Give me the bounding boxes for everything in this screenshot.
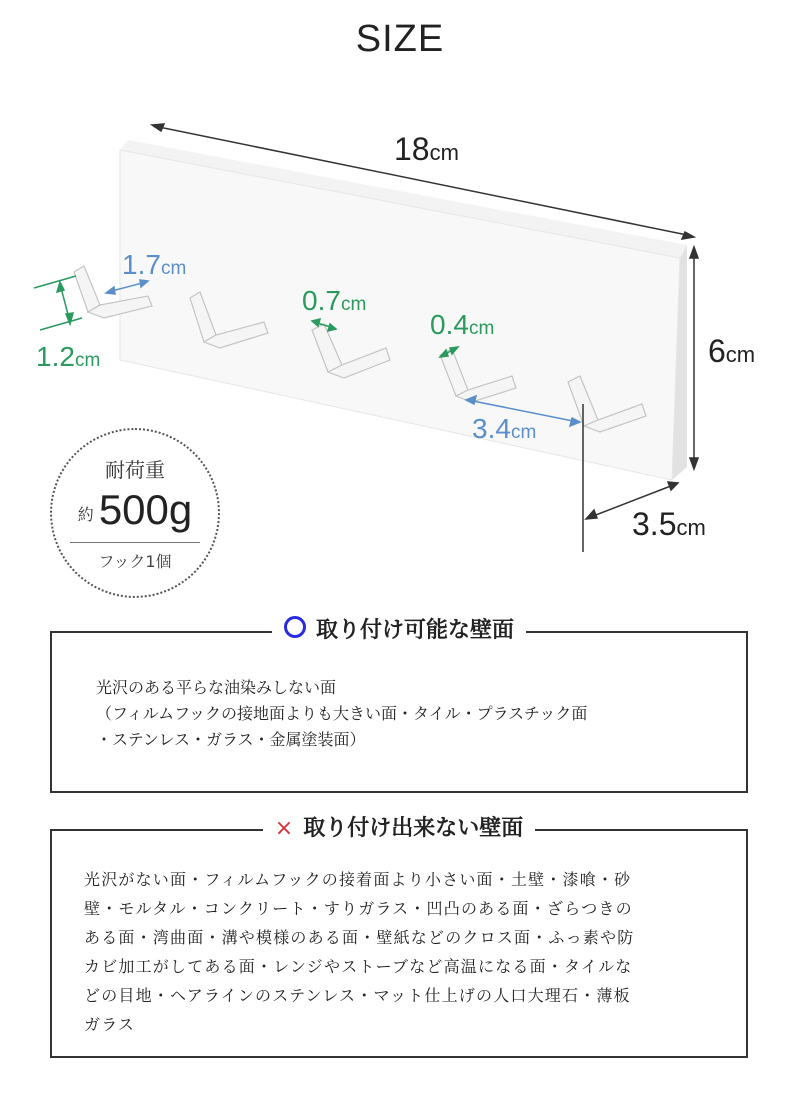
depth-label: 3.5cm xyxy=(632,506,706,542)
cross-ng-icon: × xyxy=(274,816,294,841)
unmountable-line: 光沢がない面・フィルムフックの接着面より小さい面・土壁・漆喰・砂 xyxy=(84,870,632,889)
unmountable-line: ある面・湾曲面・溝や模様のある面・壁紙などのクロス面・ふっ素や防 xyxy=(84,928,635,947)
mountable-line: ・ステンレス・ガラス・金属塗装面） xyxy=(96,730,366,749)
mountable-heading-wrap xyxy=(52,616,746,647)
hook-tip-label: 0.4cm xyxy=(430,309,495,340)
load-value: 500g xyxy=(98,486,193,533)
hook-width-label: 1.7cm xyxy=(122,249,187,280)
hook-pitch-label: 3.4cm xyxy=(472,413,537,444)
unmountable-surfaces-box xyxy=(50,816,748,1058)
mountable-line: 光沢のある平らな油染みしない面 xyxy=(96,678,337,697)
circle-ok-icon xyxy=(284,616,306,638)
mountable-line: （フィルムフックの接地面よりも大きい面・タイル・プラスチック面 xyxy=(96,704,588,723)
unmountable-line: ガラス xyxy=(84,1015,136,1034)
load-label: 耐荷重 xyxy=(105,458,165,482)
height-label: 6cm xyxy=(708,333,756,369)
load-value-row xyxy=(52,486,218,534)
hook-thickness-label: 0.7cm xyxy=(302,285,367,316)
unmountable-heading: 取り付け出来ない壁面 xyxy=(303,816,524,841)
mountable-heading: 取り付け可能な壁面 xyxy=(315,618,514,643)
mountable-text xyxy=(96,675,587,753)
unmountable-line: どの目地・ヘアラインのステンレス・マット仕上げの人口大理石・薄板 xyxy=(84,986,631,1005)
hook-height-label: 1.2cm xyxy=(36,341,101,372)
width-label: 18cm xyxy=(394,131,459,167)
mountable-surfaces-box xyxy=(50,618,748,793)
unmountable-line: 壁・モルタル・コンクリート・すりガラス・凹凸のある面・ざらつきの xyxy=(84,899,633,918)
unmountable-heading-wrap xyxy=(52,814,746,845)
load-divider xyxy=(70,542,200,543)
height-dimension-arrow xyxy=(690,247,698,469)
page-title: SIZE xyxy=(355,18,445,60)
load-note: フック1個 xyxy=(98,552,172,571)
load-prefix: 約 xyxy=(77,505,94,524)
unmountable-line: カビ加工がしてある面・レンジやストーブなど高温になる面・タイルな xyxy=(84,957,633,976)
unmountable-text xyxy=(84,865,724,1039)
load-capacity-badge xyxy=(50,428,220,598)
hook-height-arrow xyxy=(34,276,82,330)
